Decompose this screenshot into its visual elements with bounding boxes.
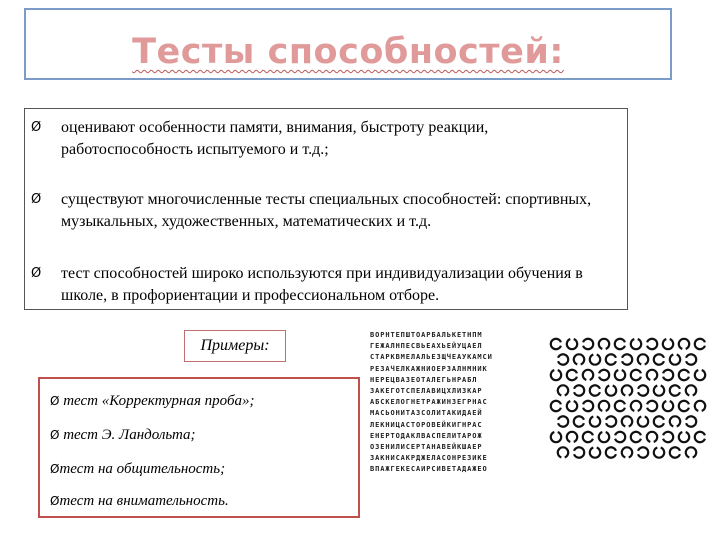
landolt-ring <box>615 370 625 380</box>
landolt-ring <box>551 339 561 349</box>
landolt-ring <box>606 416 616 426</box>
landolt-ring <box>670 355 680 365</box>
arrow-bullet-icon: Ø <box>50 394 60 408</box>
arrow-bullet-icon: Ø <box>31 120 42 135</box>
landolt-ring <box>670 447 680 457</box>
landolt-ring <box>686 354 696 364</box>
example-text: тест «Корректурная проба»; <box>63 393 255 409</box>
bullet-item <box>31 263 623 307</box>
proof-table-line: ОЗЕНИЛИСЕРТАНАВЕЙКШАЕР <box>370 443 483 452</box>
landolt-ring <box>654 448 664 458</box>
landolt-ring <box>567 339 577 349</box>
examples-label: Примеры: <box>184 330 286 362</box>
proof-table-line: ЕНЕРТОДАКЛВАСПЕЛИТАРОЖ <box>370 431 483 440</box>
proof-table-line: ВОРНТЕПШТОАРБАЛЬКЕТНПМ <box>370 331 483 339</box>
landolt-ring <box>574 385 584 395</box>
arrow-bullet-icon: Ø <box>31 192 42 207</box>
landolt-ring <box>638 447 648 457</box>
proof-table-line: ГЕЖАЛНПЕСВЬЕАХЬЕЙУЦАЕЛ <box>370 342 483 351</box>
landolt-ring <box>567 370 577 380</box>
landolt-ring <box>590 355 600 365</box>
landolt-ring <box>583 370 593 380</box>
landolt-ring <box>663 432 673 442</box>
landolt-ring <box>590 417 600 427</box>
arrow-bullet-icon: Ø <box>50 462 60 476</box>
landolt-ring <box>558 354 568 364</box>
landolt-ring <box>686 385 696 395</box>
proof-table-line: ВПАЖГЕКЕСАИРСИВЕТАДАЖЕО <box>370 465 488 474</box>
landolt-ring <box>606 386 616 396</box>
landolt-ring <box>631 401 641 411</box>
proof-table-line: ЗАКЕГОТСПЕЛАВИЦХЛИЗКАР <box>370 387 483 396</box>
arrow-bullet-icon: Ø <box>50 428 60 442</box>
landolt-ring <box>599 339 609 349</box>
page-title: Тесты способностей: <box>132 32 564 72</box>
landolt-ring <box>695 370 705 380</box>
landolt-ring <box>590 448 600 458</box>
proof-table-line: СТАРКВМЕЛАЛЬЕЗЩЧЕАУКАМСИ <box>370 353 493 362</box>
bullet-text: существуют многочисленные тесты специальных способностей: спортивных, музыкальных, художественных, математических и т.д. <box>61 191 592 230</box>
landolt-ring <box>695 401 705 411</box>
landolt-ring <box>551 370 561 380</box>
example-item <box>50 491 229 511</box>
landolt-ring <box>647 339 657 349</box>
landolt-ring <box>670 385 680 395</box>
proof-table-line: АБСКЕЛОГНЕТРАЖИНЗЕГРНАС <box>370 398 488 407</box>
landolt-ring <box>647 401 657 411</box>
landolt-ring <box>551 432 561 442</box>
landolt-ring <box>679 401 689 411</box>
landolt-ring <box>599 432 609 442</box>
landolt-ring <box>574 447 584 457</box>
arrow-bullet-icon: Ø <box>31 266 42 281</box>
landolt-ring <box>695 339 705 349</box>
landolt-ring <box>615 432 625 442</box>
landolt-ring <box>599 370 609 380</box>
bullet-text: тест способностей широко используются при индивидуализации обучения в школе, в профориентации и профессиональном отборе. <box>61 265 583 304</box>
arrow-bullet-icon: Ø <box>50 494 60 508</box>
proof-table-line: МАСЬОНИТАЗСОЛИТАКИДАЕЙ <box>370 409 483 418</box>
example-text: тест на общительность; <box>59 461 226 477</box>
landolt-ring <box>670 416 680 426</box>
landolt-ring <box>679 370 689 380</box>
landolt-ring <box>599 401 609 411</box>
landolt-ring <box>574 354 584 364</box>
landolt-ring <box>574 416 584 426</box>
bullets-box <box>24 108 628 310</box>
landolt-rings-image <box>548 334 708 464</box>
title-box <box>24 8 672 80</box>
landolt-ring <box>567 401 577 411</box>
landolt-ring <box>590 385 600 395</box>
landolt-ring <box>606 447 616 457</box>
landolt-ring <box>654 386 664 396</box>
landolt-ring <box>558 416 568 426</box>
landolt-ring <box>583 339 593 349</box>
landolt-ring <box>686 416 696 426</box>
example-text: тест Э. Ландольта; <box>63 427 196 443</box>
landolt-ring <box>583 401 593 411</box>
landolt-ring <box>622 385 632 395</box>
landolt-ring <box>631 432 641 442</box>
landolt-ring <box>558 447 568 457</box>
landolt-ring <box>631 339 641 349</box>
landolt-ring <box>622 354 632 364</box>
landolt-ring <box>622 447 632 457</box>
landolt-ring <box>615 339 625 349</box>
example-item <box>50 459 225 479</box>
landolt-ring <box>663 401 673 411</box>
example-text: тест на внимательность. <box>59 493 229 509</box>
proof-table-line: ЛЕКНИЦАСТОРОВЕЙКИГНРАС <box>370 420 483 429</box>
landolt-ring <box>679 339 689 349</box>
landolt-ring <box>654 416 664 426</box>
landolt-ring <box>638 354 648 364</box>
landolt-ring <box>654 354 664 364</box>
proof-table-line: НЕРЕЦВАЗЕОТАЛЕГЬНРАБЛ <box>370 375 478 384</box>
example-item <box>50 391 255 411</box>
landolt-ring <box>647 370 657 380</box>
landolt-ring <box>663 339 673 349</box>
landolt-ring <box>606 354 616 364</box>
landolt-ring <box>638 385 648 395</box>
landolt-ring <box>663 370 673 380</box>
landolt-ring <box>615 401 625 411</box>
bullet-text: оценивают особенности памяти, внимания, быстроту реакции, работоспособность испытуемого и т.д.; <box>61 119 489 158</box>
landolt-ring <box>631 370 641 380</box>
bullet-item <box>31 117 623 161</box>
landolt-ring <box>583 432 593 442</box>
landolt-ring <box>551 401 561 411</box>
landolt-ring <box>622 416 632 426</box>
landolt-ring <box>647 432 657 442</box>
landolt-ring <box>695 432 705 442</box>
landolt-ring <box>638 417 648 427</box>
proof-table-line: ЗАКНИСАКРДЖЕЛАСОНРЕЗИКЕ <box>370 454 488 463</box>
landolt-ring <box>686 447 696 457</box>
landolt-ring <box>558 385 568 395</box>
landolt-ring <box>567 432 577 442</box>
proofreading-test-image <box>370 330 536 474</box>
proof-table-line: РЕЗАЧЕЛКАЖНИОЕРЗАЛНМНИК <box>370 364 488 373</box>
example-item <box>50 425 196 445</box>
landolt-ring <box>679 432 689 442</box>
bullet-item <box>31 189 623 233</box>
examples-box <box>38 377 360 518</box>
